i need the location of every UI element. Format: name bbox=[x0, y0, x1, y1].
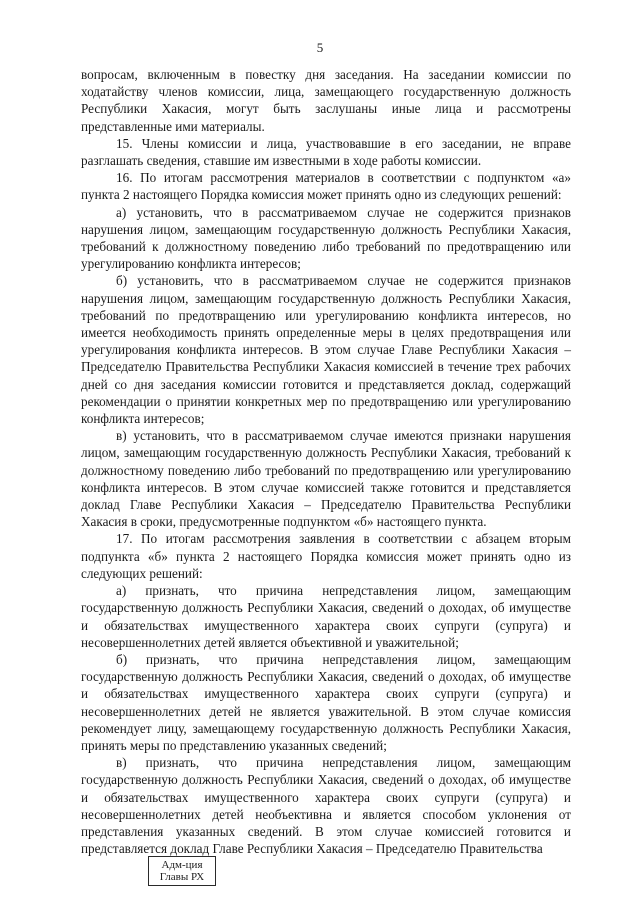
stamp-line: Главы РХ bbox=[159, 871, 205, 883]
paragraph: 17. По итогам рассмотрения заявления в соответствии с абзацем вторым подпункта «б» пункта 2 настоящего Порядка комиссия может принять одно из следующих решений: bbox=[81, 531, 571, 581]
paragraph: а) установить, что в рассматриваемом случае не содержится признаков нарушения лицом, замещающим государственную должность Республики Хакасия, требований к должностному поведению либо требований по предотвращению или урегулированию конфликта интересов; bbox=[81, 204, 571, 272]
page-number: 5 bbox=[316, 40, 324, 55]
paragraph: б) установить, что в рассматриваемом случае не содержится признаков нарушения лицом, замещающим государственную должность Республики Хакасия, требований по предотвращению или урегулированию конфликта интересов, но имеется необходимость принять определенные меры в целях предотвращения или урегулирования конфликта интересов. В этом случае Главе Республики Хакасия – Председателю Правительства Республики Хакасия комиссией в течение трех рабочих дней со дня заседания комиссии готовится и представляется доклад, содержащий рекомендации о принятии конкретных мер по предотвращению или урегулированию конфликта интересов; bbox=[81, 273, 571, 427]
paragraph: а) признать, что причина непредставления лицом, замещающим государственную должность Республики Хакасия, сведений о доходах, об имуществе и обязательствах имущественного характера своих супруги (супруга) и несовершеннолетних детей является объективной и уважительной; bbox=[81, 583, 571, 650]
paragraph: 16. По итогам рассмотрения материалов в соответствии с подпунктом «а» пункта 2 настоящего Порядка комиссия может принять одно из следующих решений: bbox=[81, 170, 571, 203]
administration-stamp bbox=[148, 856, 216, 886]
paragraph: вопросам, включенным в повестку дня заседания. На заседании комиссии по ходатайству членов комиссии, лица, замещающего государственную должность Республики Хакасия, могут быть заслушаны иные лица и рассмотрены представленные ими материалы. bbox=[81, 67, 571, 134]
document-body bbox=[81, 66, 571, 857]
stamp-line: Адм-ция bbox=[161, 859, 203, 871]
paragraph: 15. Члены комиссии и лица, участвовавшие в его заседании, не вправе разглашать сведения, ставшие им известными в ходе работы комиссии. bbox=[81, 135, 571, 169]
paragraph: в) признать, что причина непредставления лицом, замещающим государственную должность Республики Хакасия, сведений о доходах, об имуществе и обязательствах имущественного характера своих супруги (супруга) и несовершеннолетних детей необъективна и является способом уклонения от представления указанных сведений. В этом случае комиссией готовится и представляется доклад Главе Республики Хакасия – Председателю Правительства bbox=[81, 755, 571, 857]
paragraph: в) установить, что в рассматриваемом случае имеются признаки нарушения лицом, замещающим государственную должность Республики Хакасия, требований к должностному поведению либо требований по предотвращению или урегулированию конфликта интересов. В этом случае комиссией также готовится и представляется доклад Главе Республики Хакасия – Председателю Правительства Республики Хакасия в сроки, предусмотренные подпунктом «б» настоящего пункта. bbox=[81, 428, 571, 530]
paragraph: б) признать, что причина непредставления лицом, замещающим государственную должность Республики Хакасия, сведений о доходах, об имуществе и обязательствах имущественного характера своих супруги (супруга) и несовершеннолетних детей не является уважительной. В этом случае комиссия рекомендует лицу, замещающему государственную должность Республики Хакасия, принять меры по представлению указанных сведений; bbox=[81, 651, 571, 753]
